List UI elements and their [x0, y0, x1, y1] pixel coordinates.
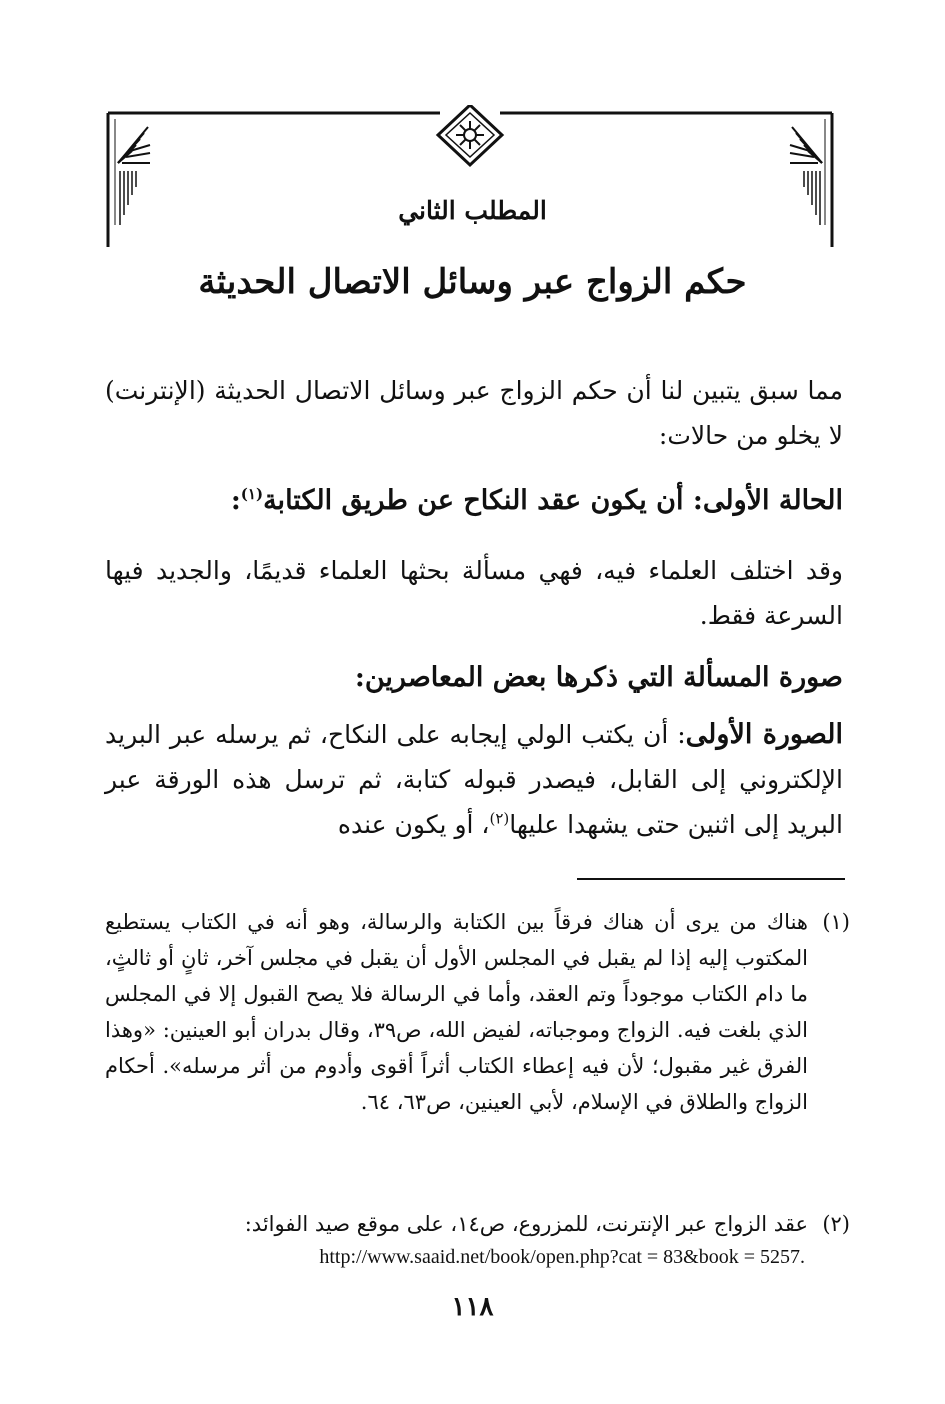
- footnote-2-number: (٢): [822, 1212, 850, 1236]
- footnote-1-text: هناك من يرى أن هناك فرقاً بين الكتابة والرسالة، وهو أنه في الكتاب يستطيع المكتوب إليه إذا لم يقبل في المجلس الأول أن يقبل في مجلس آخر، ثانٍ أو ثالثٍ، ما دام الكتاب موجوداً وتم العقد، وأما في الرسالة فلا يصح القبول إلا في المجلس الذي بلغت فيه. الزواج وموجباته، لفيض الله، ص٣٩، وقال بدران أبو العينين: «وهذا الفرق غير مقبول؛ لأن فيه إعطاء الكتاب أثراً أقوى وأدوم من أثر مرسله». أحكام الزواج والطلاق في الإسلام، لأبي العينين، ص٦٣، ٦٤.: [105, 910, 809, 1114]
- first-scenario-paragraph: [105, 712, 843, 847]
- footnote-ref-1[interactable]: (١): [240, 485, 264, 503]
- footnote-separator: [577, 878, 845, 880]
- frame-ornament: [100, 105, 840, 255]
- first-scenario-label: الصورة الأولى: [685, 719, 843, 750]
- chapter-title: حكم الزواج عبر وسائل الاتصال الحديثة: [198, 262, 747, 302]
- case-one-heading-text: الحالة الأولى: أن يكون عقد النكاح عن طريق الكتابة: [263, 485, 843, 516]
- footnote-2-url[interactable]: http://www.saaid.net/book/open.php?cat = 83&book = 5257.: [319, 1246, 805, 1268]
- footnote-1: [105, 904, 850, 1120]
- intro-paragraph: مما سبق يتبين لنا أن حكم الزواج عبر وسائل الاتصال الحديثة (الإنترنت) لا يخلو من حالات:: [105, 376, 843, 450]
- footnote-2-text: عقد الزواج عبر الإنترنت، للمزروع، ص١٤، على موقع صيد الفوائد:: [244, 1212, 808, 1236]
- section-label: المطلب الثاني: [398, 196, 547, 225]
- footnote-2: [105, 1206, 850, 1242]
- first-scenario-text-end: ، أو يكون عنده: [337, 810, 490, 839]
- case-one-paragraph: وقد اختلف العلماء فيه، فهي مسألة بحثها العلماء قديمًا، والجديد فيها السرعة فقط.: [105, 556, 843, 630]
- heading-colon: :: [230, 485, 241, 516]
- first-scenario-text: : أن يكتب الولي إيجابه على النكاح، ثم يرسله عبر البريد الإلكتروني إلى القابل، فيصدر قبوله كتابة، ثم ترسل هذه الورقة عبر البريد إلى اثنين حتى يشهدا عليها: [105, 720, 843, 839]
- ornamental-header-frame: [100, 105, 840, 255]
- footnote-ref-2[interactable]: (٢): [489, 809, 510, 828]
- case-one-heading: [105, 485, 843, 516]
- footnote-1-number: (١): [822, 910, 850, 934]
- scenarios-heading: صورة المسألة التي ذكرها بعض المعاصرين:: [354, 662, 843, 693]
- page-number: ١١٨: [451, 1292, 494, 1322]
